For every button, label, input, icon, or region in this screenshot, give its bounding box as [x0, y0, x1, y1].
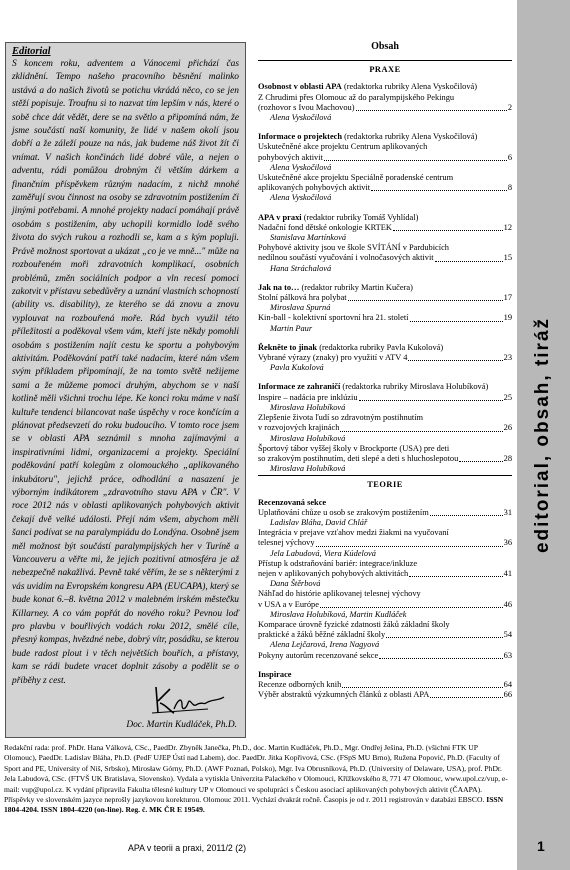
- editorial-author: Doc. Martin Kudláček, Ph.D.: [126, 720, 237, 730]
- rubric-name: Inspirace: [258, 669, 292, 679]
- toc-section: [258, 60, 512, 474]
- entry-authors: Martin Paur: [270, 323, 313, 333]
- toc-entry: [258, 393, 512, 413]
- dot-leader: [393, 223, 503, 231]
- entry-last-line: [258, 600, 512, 610]
- toc-entry: [258, 413, 512, 444]
- entry-last-line: [258, 223, 512, 233]
- entry-authors: Alena Lejčarová, Irena Nagyová: [270, 640, 380, 650]
- entry-page: 66: [503, 690, 512, 700]
- entry-authors: Miroslava Holubíková: [270, 402, 346, 412]
- entry-last-line: [258, 423, 512, 433]
- entry-authors: Miroslava Holubíková, Martin Kudláček: [270, 609, 407, 619]
- entry-title-line: Z Chrudimi přes Olomouc až do paralympijského Pekingu: [258, 92, 455, 102]
- section-heading: TEORIE: [367, 480, 403, 490]
- rubric-header: [258, 132, 512, 142]
- imprint-credits: [4, 743, 512, 816]
- rubric-editor: (redaktor rubriky Tomáš Vyhlídal): [301, 212, 419, 222]
- entry-page: 31: [503, 507, 512, 517]
- toc-entry: [258, 559, 512, 590]
- rubric-header: [258, 343, 512, 353]
- entry-title: Uplatňování chůze u osob se zrakovým postižením: [258, 507, 429, 517]
- toc-entry: [258, 243, 512, 274]
- entry-last-line: [258, 690, 512, 700]
- entry-page: 12: [503, 222, 512, 232]
- entry-title-line: Uskutečněné akce projektu Speciálně poradenské centrum: [258, 173, 454, 183]
- entry-page: 63: [503, 650, 512, 660]
- entry-title: telesnej výchovy: [258, 538, 315, 548]
- toc-entry: [258, 651, 512, 661]
- dot-leader: [430, 508, 503, 516]
- dot-leader: [371, 183, 507, 191]
- entry-title: Kin-ball - kolektivní sportovní hra 21. století: [258, 313, 409, 323]
- entry-page: 6: [507, 152, 512, 162]
- toc-section: [258, 475, 512, 700]
- rubric-header: [258, 283, 512, 293]
- dot-leader: [409, 569, 502, 577]
- dot-leader: [408, 353, 502, 361]
- entry-title-line: Pohybové aktivity jsou ve škole SVÍTÁNÍ v Pardubicích: [258, 243, 449, 253]
- entry-title: praktické a žáků běžné základní školy: [258, 630, 386, 640]
- entry-title: v rozvojových krajinách: [258, 423, 340, 433]
- entry-title-line: Uskutečněné akce projektu Centrum aplikovaných: [258, 142, 428, 152]
- entry-last-line: [258, 680, 512, 690]
- entry-title: Inspire – nadácia pre inklúziu: [258, 392, 358, 402]
- rubric-name: APA v praxi: [258, 212, 302, 222]
- entry-title: Nadační fond dětské onkologie KRTEK: [258, 222, 392, 232]
- entry-page: 8: [507, 183, 512, 193]
- toc-entry: [258, 690, 512, 700]
- entry-title: Pokyny autorům recenzované sekce: [258, 650, 379, 660]
- toc-entry: [258, 142, 512, 173]
- dot-leader: [356, 103, 507, 111]
- entry-page: 46: [503, 599, 512, 609]
- rubric-name: Informace ze zahraničí: [258, 382, 341, 392]
- entry-title-line: Náhľad do histórie aplikovanej telesnej výchovy: [258, 589, 421, 599]
- editorial-body: S koncem roku, adventem a Vánocemi přichází čas zklidnění. Tempo našeho pracovního běsnění malinko ustává a do našich životů se potichu vkrádá něco, co se jen stěží popisuje. Troufnu si to nazvat tím lepším v nás, které o sobě chce dát vědět, dere se na světlo a připomíná nám, že jsme součástí naší komunity, že lidé v našem okolí jsou dobří a že záleží pouze na nás, jak budeme náš život žít či vnímat. V našich končinách lidé dobré vůle, a nejen o adventu, rádi pomůžou drobným či větším dárkem a finančním příspěvkem různým nadacím, z nichž mnohé zaměřují svou činnost na osoby se zdravotním postižením či jinými potřebami. A mnohé projekty nadací pomáhají právě osobám s postižením, aby uchopili kormidlo lodě svého života do svých rukou a rozhodli se, kam a s kým popluji. Právě možnost sportovat a ukázat „co je ve mně..." může na rozbouřeném moři zdravotních komplikací, osobních problémů, změn sociálních podpor a vln recesí pomoci zakotvit v přístavu sebedůvěry a uznání vlastních schopností (ability vs. disability), ze kterého se dá znovu a znovu vyplouvat na rozbouřená moře. Rád bych využil této příležitosti a poděkoval všem vám, kteří jste někdy pomohli osobám s postižením najít cestu ke sportu a pohybovým aktivitám. Poděkování patří také nadacím, které nám všem svým příkladem připomínají, že na tomto světě nežijeme sami a že můžeme pomoci druhým, abychom se v naší kotlině měli všichni trochu lépe. Ke konci roku máme v naší kultuře tendenci bilancovat naše úspěchy v roce končícím a plánovat předsevzetí do roku budoucího. V tomto roce jsem se v oblasti APA seznámil s mnoha zajímavými a inspirativními lidmi, organizacemi a projekty. Speciální poděkování patří kolegům z olomouckého „aplikovaného inkubátoru", jejichž práce, odhodlání a nasazení je výborným indikátorem „zdravotního stavu APA v ČR". V roce 2012 nás v oblasti aplikovaných pohybových aktivit čekají dvě velké události. Přejí nám všem, abychom měli šanci podívat se na paralympiádu do Londýna. Osobně jsem měl možnost být součástí paralympijských her v Turíně a Vancouveru a věřte mi, že jejich pozitivní atmosféra je až nebezpečně nakažlivá. Pevně také věřím, že se s některými z vás uvidím na Evropském kongresu APA (EUCAPA), který se bude konat 6.–8. května 2012 v malebném irském městečku Killarney. A co vám popřát do nového roku? Pevnou loď pro plavbu v bouřlivých vodách roku 2012, smělé cíle, přesný kompas, hvězdné nebe, dobrý vítr, posádku, se kterou bude radost plout i v těch největších bouřích, a přístavy, kam se rádi budete vracet doplnit zásoby a podělit se o příběhy z cest.: [12, 59, 239, 686]
- section-heading: PRAXE: [369, 65, 401, 75]
- entry-authors: Miroslava Holubíková: [270, 464, 346, 474]
- toc-entry: [258, 223, 512, 243]
- dot-leader: [320, 600, 503, 608]
- rubric-name: Informace o projektech: [258, 132, 343, 142]
- rubric-editor: (redaktorka rubriky Pavla Kukolová): [317, 342, 444, 352]
- entry-last-line: [258, 454, 512, 464]
- entry-page: 15: [503, 253, 512, 263]
- entry-authors: Miroslava Holubíková: [270, 433, 346, 443]
- dot-leader: [386, 630, 502, 638]
- entry-title-line: Zlepšenie života ľudí so zdravotným postihnutím: [258, 413, 424, 423]
- entry-last-line: [258, 313, 512, 323]
- rubric-header: [258, 670, 512, 680]
- entry-page: 23: [503, 353, 512, 363]
- entry-last-line: [258, 183, 512, 193]
- side-section-tab: [517, 0, 570, 870]
- entry-page: 41: [503, 568, 512, 578]
- entry-last-line: [258, 153, 512, 163]
- toc-entry: [258, 353, 512, 373]
- dot-leader: [359, 393, 503, 401]
- entry-last-line: [258, 293, 512, 303]
- entry-last-line: [258, 538, 512, 548]
- toc-title: Obsah: [371, 41, 399, 52]
- toc-entry: [258, 293, 512, 313]
- entry-title: v USA a v Európe: [258, 599, 319, 609]
- rubric-name: Osobnost v oblasti APA: [258, 82, 342, 92]
- entry-authors: Hana Stráchalová: [270, 263, 332, 273]
- toc-entry: [258, 508, 512, 528]
- toc-entry: [258, 620, 512, 651]
- entry-title: Recenze odborných knih: [258, 679, 342, 689]
- toc-entry: [258, 173, 512, 204]
- entry-title: Stolní pálková hra polybat: [258, 293, 347, 303]
- entry-page: 19: [503, 313, 512, 323]
- entry-last-line: [258, 569, 512, 579]
- section-rule: [258, 60, 512, 61]
- entry-authors: Ladislav Bláha, David Chlář: [270, 517, 368, 527]
- issn-line: ISSN 1804-4204. ISSN 1804-4220 (on-line). Reg. č. MK ČR E 19549.: [4, 795, 504, 815]
- entry-title: so zrakovým postihnutím, deti slepé a deti s hluchoslepotou: [258, 453, 459, 463]
- page-footer: APA v teorii a praxi, 2011/2 (2): [128, 843, 247, 853]
- entry-title: aplikovaných pohybových aktivit: [258, 183, 371, 193]
- rubric-editor: (redaktorka rubriky Alena Vyskočilová): [341, 82, 478, 92]
- entry-authors: Alena Vyskočilová: [270, 193, 332, 203]
- entry-authors: Dana Štěrbová: [270, 579, 321, 589]
- entry-title: nedílnou součástí vyučování i volnočasových aktivit: [258, 253, 434, 263]
- entry-title-line: Športový tábor vyššej školy v Brockporte (USA) pre deti: [258, 443, 450, 453]
- dot-leader: [430, 690, 502, 698]
- entry-page: 28: [503, 453, 512, 463]
- entry-last-line: [258, 353, 512, 363]
- rubric-header: [258, 382, 512, 392]
- rubric-name: Jak na to…: [258, 282, 300, 292]
- editorial-box: [5, 42, 246, 738]
- signature-image: [148, 683, 228, 717]
- dot-leader: [379, 651, 502, 659]
- entry-page: 64: [503, 679, 512, 689]
- dot-leader: [340, 423, 502, 431]
- toc-entry: [258, 313, 512, 333]
- rubric-name: Recenzovaná sekce: [258, 497, 327, 507]
- dot-leader: [459, 454, 502, 462]
- dot-leader: [316, 538, 503, 546]
- entry-authors: Pavla Kukolová: [270, 363, 324, 373]
- rubric-header: [258, 82, 512, 92]
- toc-entry: [258, 444, 512, 475]
- entry-last-line: [258, 253, 512, 263]
- entry-last-line: [258, 103, 512, 113]
- entry-page: 2: [507, 102, 512, 112]
- rubric-header: [258, 213, 512, 223]
- entry-page: 26: [503, 423, 512, 433]
- entry-last-line: [258, 651, 512, 661]
- entry-title-line: Přístup k odstraňování bariér: integrace/inkluze: [258, 558, 418, 568]
- entry-authors: Miroslava Spurná: [270, 303, 331, 313]
- entry-page: 25: [503, 392, 512, 402]
- dot-leader: [435, 253, 503, 261]
- rubric-editor: (redaktorka rubriky Alena Vyskočilová): [342, 132, 478, 142]
- rubric-name: Řekněte to jinak: [258, 342, 318, 352]
- section-rule: [258, 475, 512, 476]
- entry-page: 54: [503, 630, 512, 640]
- entry-last-line: [258, 508, 512, 518]
- entry-title-line: Integrácia v prejave vzťahov medzi žiakmi na vyučovaní: [258, 528, 449, 538]
- entry-last-line: [258, 393, 512, 403]
- table-of-contents: [258, 42, 512, 700]
- rubric-editor: (redaktor rubriky Martin Kučera): [299, 282, 413, 292]
- entry-title: pohybových aktivit: [258, 152, 323, 162]
- entry-title: (rozhovor s Ivou Machovou): [258, 102, 355, 112]
- rubric-header: [258, 498, 512, 508]
- entry-title-line: Komparace úrovně fyzické zdatnosti žáků základní školy: [258, 619, 450, 629]
- rubric-editor: (redaktorka rubriky Miroslava Holubíková): [340, 382, 489, 392]
- toc-entry: [258, 680, 512, 690]
- page-number: 1: [537, 838, 545, 854]
- toc-entry: [258, 93, 512, 124]
- entry-authors: Stanislava Martínková: [270, 233, 347, 243]
- credits-text: Redakční rada: prof. PhDr. Hana Válková, CSc., PaedDr. Zbyněk Janečka, Ph.D., doc. Martin Kudláček, Ph.D., Mgr. Ondřej Ješina, Ph.D. (všichni FTK UP Olomouc), PaedDr. Ladislav Bláha, Ph.D. (PedF UJEP Ústí nad Labem), doc. PaedDr. Jitka Kopřivová, CSc. (FSpS MU Brno), Ružena Popović, Ph.D. (Faculty of Sport and PE, University of Niš, Srbsko), Mirosław Górny, Ph.D. (AWF Poznań, Polsko), Mgr. Iva Obrusníková, Ph.D. (University of Delaware, USA), prof. PhDr. Jela Labudová, CSc. (FTVŠ UK Bratislava, Slovensko). Vydala a vytiskla Univerzita Palackého v Olomouci, Křížkovského 8, 771 47 Olomouc, www.upol.cz/vup, e-mail: vup@upol.cz. K vydání připravila Fakulta tělesné kultury UP v Olomouci ve spolupráci s Českou asociací aplikovaných pohybových aktivit (ČAAPA). Příspěvky ve slovenském jazyce neprošly jazykovou korekturou. Olomouc 2011. Vychází dvakrát ročně. Časopis je od r. 2011 registrován v databázi EBSCO.: [4, 743, 508, 805]
- editorial-title: Editorial: [12, 46, 51, 57]
- dot-leader: [410, 313, 503, 321]
- dot-leader: [324, 153, 507, 161]
- entry-title: Vybrané výrazy (znaky) pro využití v ATV 4: [258, 353, 408, 363]
- entry-page: 36: [503, 538, 512, 548]
- entry-authors: Alena Vyskočilová: [270, 162, 332, 172]
- side-tab-label: editorial, obsah, tiráž: [532, 316, 554, 554]
- entry-last-line: [258, 630, 512, 640]
- entry-page: 17: [503, 293, 512, 303]
- entry-authors: Alena Vyskočilová: [270, 113, 332, 123]
- dot-leader: [342, 680, 502, 688]
- entry-authors: Jela Labudová, Viera Kúdelová: [270, 548, 376, 558]
- toc-entry: [258, 589, 512, 620]
- entry-title: Výběr abstraktů výzkumných článků z oblasti APA: [258, 690, 430, 700]
- dot-leader: [348, 293, 503, 301]
- toc-entry: [258, 528, 512, 559]
- entry-title: nejen v aplikovaných pohybových aktivitách: [258, 568, 409, 578]
